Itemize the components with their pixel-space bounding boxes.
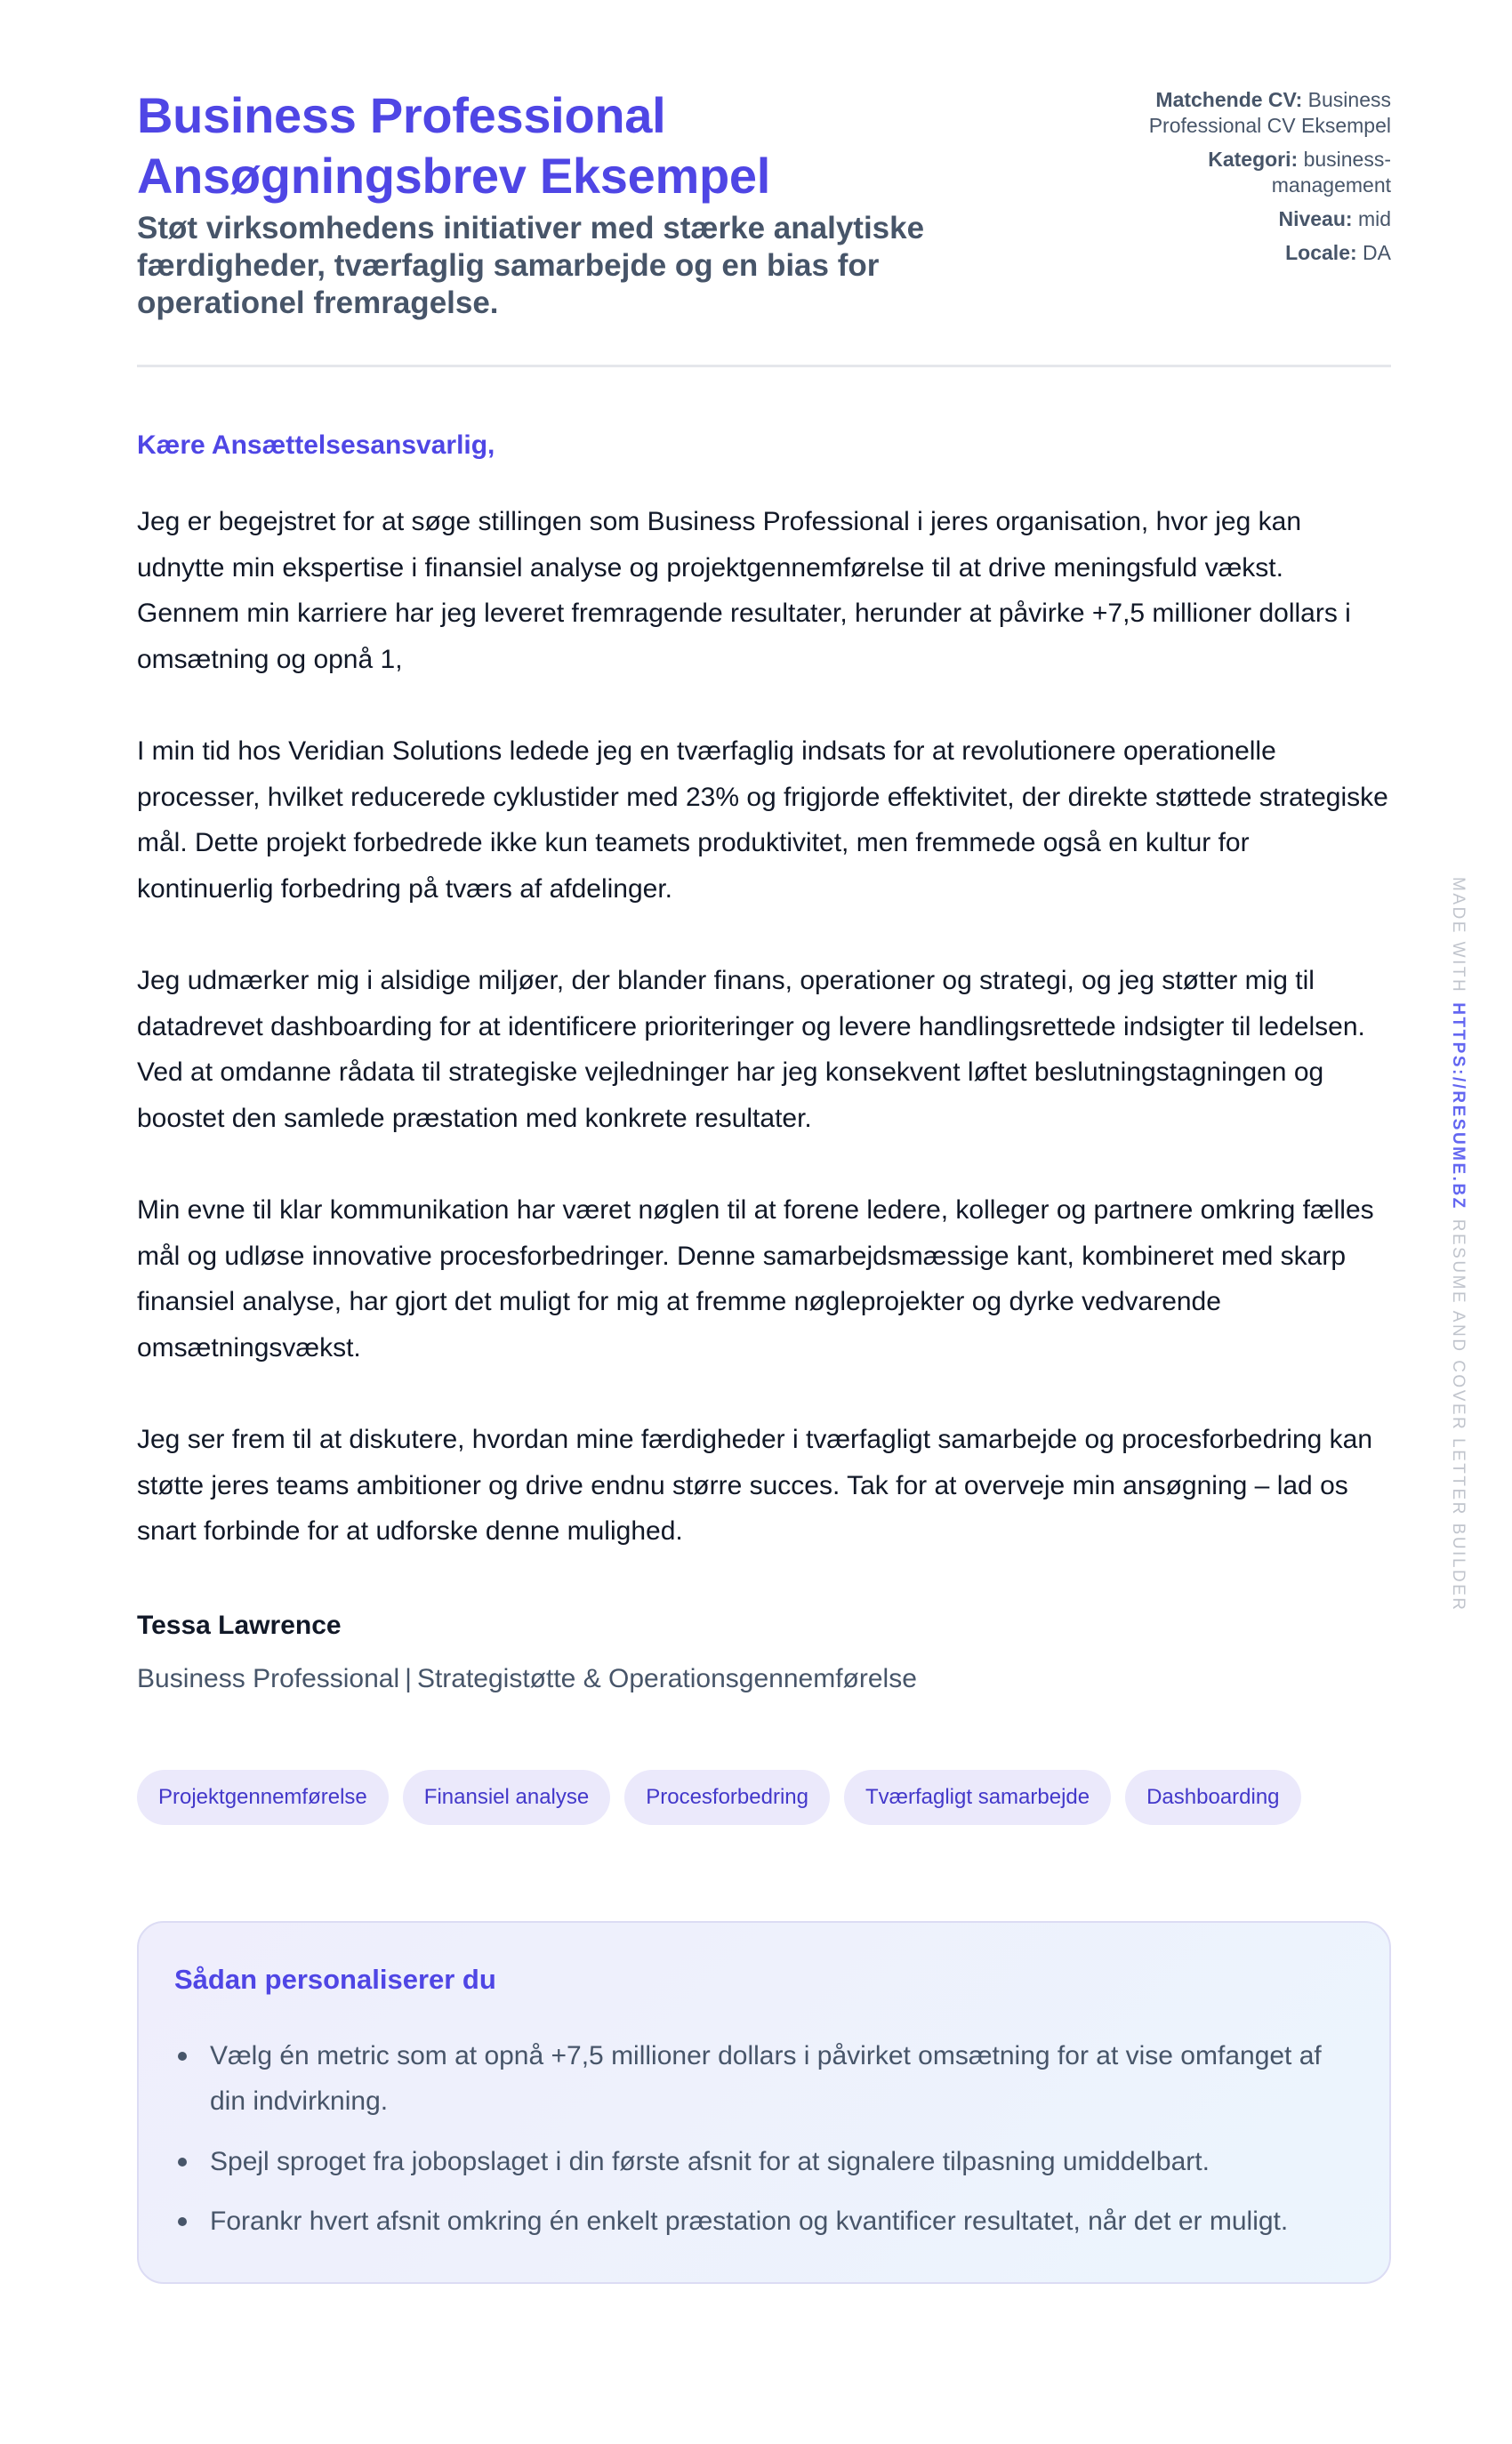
cover-letter-page <box>137 85 1391 2284</box>
tip-item <box>174 2033 1354 2125</box>
page-subtitle: Støt virksomhedens initiativer med stærke analytiske færdigheder, tværfaglig samarbejde og en bias for operationel fremragelse. <box>137 211 925 320</box>
skill-chips <box>137 1770 1391 1825</box>
skill-chip: Finansiel analyse <box>403 1770 610 1825</box>
tip-text: Spejl sproget fra jobopslaget i din første afsnit for at signalere tilpasning umiddelbart. <box>210 2146 1210 2176</box>
meta-category-value: business-management <box>1271 148 1391 197</box>
tip-item <box>174 2139 1354 2185</box>
letter-paragraph: Jeg udmærker mig i alsidige miljøer, der blander finans, operationer og strategi, og jeg støtter mig til datadrevet dashboarding for at identificere prioriteringer og levere handlingsrettede indsigter til ledelsen. Ved at omdanne rådata til strategiske vejledninger har jeg konsekvent løftet beslutningstagningen og boostet den samlede præstation med konkrete resultater. <box>137 966 1365 1133</box>
watermark-prefix: MADE WITH <box>1449 877 1468 994</box>
title-line-1: Business Professional <box>137 87 666 143</box>
bullet-icon <box>178 2052 187 2061</box>
title-line-2: Ansøgningsbrev Eksempel <box>137 148 770 204</box>
meta-panel <box>1124 87 1391 274</box>
meta-level-label: Niveau: <box>1278 207 1353 230</box>
letter-paragraph: I min tid hos Veridian Solutions ledede jeg en tværfaglig indsats for at revolutionere operationelle processer, hvilket reducerede cyklustider med 23% og frigjorde effektivitet, der direkte støttede strategiske mål. Dette projekt forbedrede ikke kun teamets produktivitet, men fremmede også en kultur for kontinuerlig forbedring på tværs af afdelinger. <box>137 736 1388 904</box>
tip-text: Forankr hvert afsnit omkring én enkelt præstation og kvantificer resultatet, når det er muligt. <box>210 2207 1289 2236</box>
signature-name: Tessa Lawrence <box>137 1610 342 1640</box>
signature-tagline: Strategistøtte & Operationsgennemførelse <box>416 1663 917 1693</box>
bullet-icon <box>178 2158 187 2167</box>
letter-salutation: Kære Ansættelsesansvarlig, <box>137 430 495 460</box>
meta-matching-cv-value[interactable]: Business Professional CV Eksempel <box>1148 88 1391 137</box>
letter-body <box>137 499 1391 1555</box>
signature-separator: | <box>405 1663 412 1693</box>
tips-list <box>174 2033 1354 2245</box>
page-title <box>137 85 1026 206</box>
bullet-icon <box>178 2217 187 2226</box>
skill-chip: Tværfagligt samarbejde <box>844 1770 1111 1825</box>
page-header <box>137 85 1391 367</box>
tip-item <box>174 2199 1354 2245</box>
signature-role: Business Professional <box>137 1663 400 1693</box>
watermark-link[interactable]: HTTPS://RESUME.BZ <box>1449 1002 1468 1210</box>
letter-paragraph: Jeg ser frem til at diskutere, hvordan mine færdigheder i tværfagligt samarbejde og procesforbedring kan støtte jeres teams ambitioner og drive endnu større succes. Tak for at overveje min ansøgning – lad os snart forbinde for at udforske denne mulighed. <box>137 1425 1373 1546</box>
meta-level <box>1124 206 1391 232</box>
letter-paragraph: Min evne til klar kommunikation har været nøglen til at forene ledere, kolleger og partnere omkring fælles mål og udløse innovative procesforbedringer. Denne samarbejdsmæssige kant, kombineret med skarp finansiel analyse, har gjort det muligt for mig at fremme nøgleprojekter og dyrke vedvarende omsætningsvækst. <box>137 1195 1374 1363</box>
header-title-block <box>137 85 1026 322</box>
tip-text: Vælg én metric som at opnå +7,5 millioner dollars i påvirket omsætning for at vise omfanget af din indvirkning. <box>210 2040 1322 2116</box>
meta-category-label: Kategori: <box>1208 148 1299 171</box>
meta-locale-value: DA <box>1363 241 1391 264</box>
watermark-suffix: RESUME AND COVER LETTER BUILDER <box>1449 1218 1468 1612</box>
meta-category <box>1124 147 1391 198</box>
skill-chip: Procesforbedring <box>624 1770 830 1825</box>
meta-locale <box>1124 240 1391 266</box>
tips-title: Sådan personaliserer du <box>174 1963 496 1995</box>
skill-chip: Projektgennemførelse <box>137 1770 389 1825</box>
meta-matching-cv-label: Matchende CV: <box>1155 88 1303 111</box>
signature-title <box>137 1661 1391 1697</box>
vertical-watermark <box>1446 877 1469 1612</box>
letter-paragraph: Jeg er begejstret for at søge stillingen som Business Professional i jeres organisation, hvor jeg kan udnytte min ekspertise i finansiel analyse og projektgennemførelse til at drive meningsfuld vækst. Gennem min karriere har jeg leveret fremragende resultater, herunder at påvirke +7,5 millioner dollars i omsætning og opnå 1, <box>137 507 1351 674</box>
meta-level-value: mid <box>1357 207 1391 230</box>
meta-matching-cv <box>1124 87 1391 139</box>
meta-locale-label: Locale: <box>1285 241 1357 264</box>
skill-chip: Dashboarding <box>1125 1770 1300 1825</box>
personalization-tips-box <box>137 1921 1391 2284</box>
